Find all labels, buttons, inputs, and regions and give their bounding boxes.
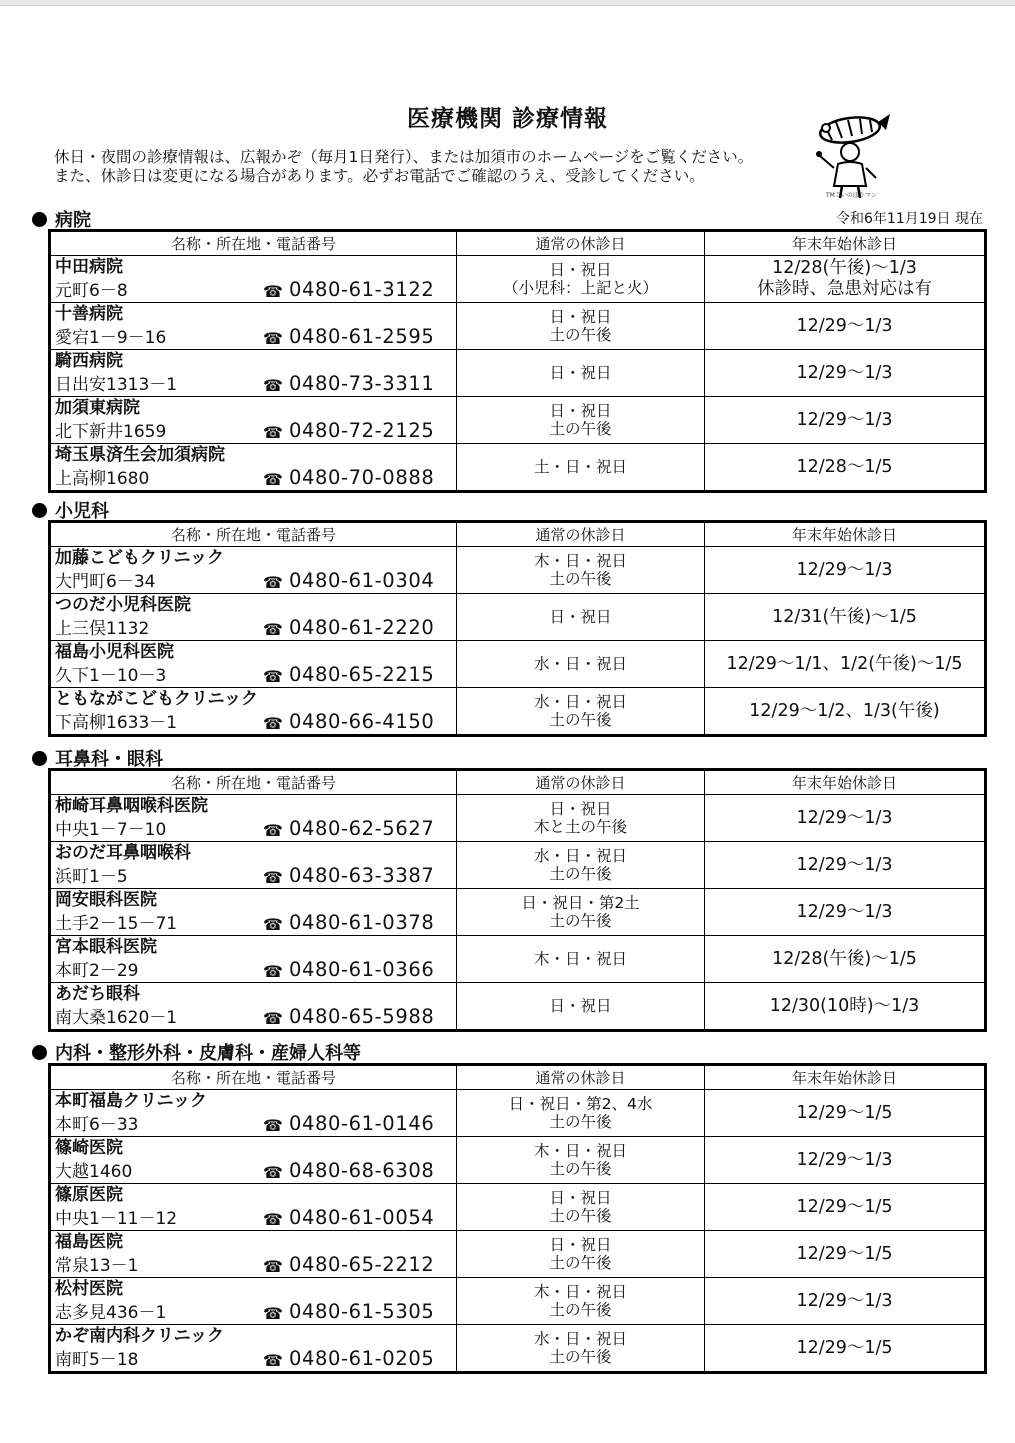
clinic-address-phone-line xyxy=(51,1159,456,1182)
clinic-phone[interactable]: 0480-73-3311 xyxy=(289,372,435,395)
clinic-info-cell xyxy=(50,641,457,688)
clinic-name: ともながこどもクリニック xyxy=(55,689,258,709)
regular-closed-cell xyxy=(457,795,705,842)
regular-closed-line: 日・祝日 xyxy=(549,261,612,279)
clinic-name: 中田病院 xyxy=(55,257,123,277)
regular-closed-line: 水・日・祝日 xyxy=(533,1330,627,1348)
clinic-phone[interactable]: 0480-61-0205 xyxy=(289,1347,435,1370)
clinic-phone[interactable]: 0480-61-0146 xyxy=(289,1112,435,1135)
regular-closed-line: 日・祝日 xyxy=(549,402,612,420)
regular-closed-line: 日・祝日 xyxy=(549,1189,612,1207)
clinic-info-cell xyxy=(50,303,457,350)
clinic-address-phone-line xyxy=(51,958,456,981)
new-year-closed-cell xyxy=(705,444,986,492)
clinic-address: 大越1460 xyxy=(55,1162,133,1182)
clinic-name: かぞ南内科クリニック xyxy=(55,1326,224,1346)
regular-closed-line: 木・日・祝日 xyxy=(533,950,627,968)
new-year-closed-cell xyxy=(705,983,986,1031)
header-regular-closed-days: 通常の休診日 xyxy=(457,770,705,795)
regular-closed-cell xyxy=(457,889,705,936)
regular-closed-cell xyxy=(457,1090,705,1137)
regular-closed-line: 日・祝日・第2、4水 xyxy=(508,1095,653,1113)
clinic-address: 上高柳1680 xyxy=(55,469,150,489)
clinic-phone[interactable]: 0480-61-3122 xyxy=(289,278,435,301)
regular-closed-line: （小児科：上記と火） xyxy=(502,279,658,297)
regular-closed-line: 木・日・祝日 xyxy=(533,1142,627,1160)
clinic-name: 埼玉県済生会加須病院 xyxy=(55,445,225,465)
clinic-table xyxy=(48,768,987,1032)
new-year-closed-line: 12/29～1/3 xyxy=(796,854,893,875)
clinic-phone[interactable]: 0480-72-2125 xyxy=(289,419,435,442)
new-year-closed-cell xyxy=(705,547,986,594)
table-row xyxy=(50,256,986,303)
new-year-closed-cell xyxy=(705,1184,986,1231)
clinic-phone[interactable]: 0480-65-5988 xyxy=(289,1005,435,1028)
table-header-row xyxy=(50,231,986,256)
phone-icon: ☎ xyxy=(263,868,283,887)
clinic-address-phone-line xyxy=(51,663,456,686)
clinic-address: 下高柳1633－1 xyxy=(55,713,178,733)
phone-icon: ☎ xyxy=(263,423,283,442)
new-year-closed-cell xyxy=(705,350,986,397)
clinic-name: おのだ耳鼻咽喉科 xyxy=(55,843,191,863)
new-year-closed-cell xyxy=(705,1137,986,1184)
clinic-phone[interactable]: 0480-68-6308 xyxy=(289,1159,435,1182)
regular-closed-line: 水・日・祝日 xyxy=(533,693,627,711)
clinic-address-phone-line xyxy=(51,1253,456,1276)
clinic-phone[interactable]: 0480-61-2595 xyxy=(289,325,435,348)
table-header-row xyxy=(50,522,986,547)
regular-closed-line: 水・日・祝日 xyxy=(533,847,627,865)
clinic-address-phone-line xyxy=(51,278,456,301)
regular-closed-line: 木・日・祝日 xyxy=(533,552,627,570)
regular-closed-cell xyxy=(457,1184,705,1231)
bullet-icon xyxy=(32,503,47,518)
new-year-closed-cell xyxy=(705,397,986,444)
clinic-address-phone-line xyxy=(51,1347,456,1370)
clinic-address: 本町6－33 xyxy=(55,1115,139,1135)
new-year-closed-cell xyxy=(705,256,986,303)
clinic-info-cell xyxy=(50,397,457,444)
clinic-phone[interactable]: 0480-61-0304 xyxy=(289,569,435,592)
clinic-address-phone-line xyxy=(51,419,456,442)
clinic-info-cell xyxy=(50,350,457,397)
new-year-closed-line: 休診時、急患対応は有 xyxy=(757,279,932,299)
clinic-address-phone-line xyxy=(51,911,456,934)
clinic-table xyxy=(48,229,987,493)
table-row xyxy=(50,444,986,492)
clinic-info-cell xyxy=(50,1278,457,1325)
new-year-closed-line: 12/29～1/3 xyxy=(796,409,893,430)
new-year-closed-cell xyxy=(705,1231,986,1278)
clinic-address: 久下1－10－3 xyxy=(55,666,167,686)
clinic-info-cell xyxy=(50,1184,457,1231)
table-row xyxy=(50,688,986,736)
new-year-closed-cell xyxy=(705,1090,986,1137)
clinic-info-cell xyxy=(50,795,457,842)
intro-line-1: 休日・夜間の診療情報は、広報かぞ（毎月1日発行）、または加須市のホームページをご覧ください。 xyxy=(54,148,754,166)
phone-icon: ☎ xyxy=(263,470,283,489)
clinic-info-cell xyxy=(50,1137,457,1184)
phone-icon: ☎ xyxy=(263,714,283,733)
clinic-name: 十善病院 xyxy=(55,304,123,324)
clinic-address: 上三俣1132 xyxy=(55,619,150,639)
table-row xyxy=(50,547,986,594)
clinic-name: 騎西病院 xyxy=(55,351,123,371)
table-row xyxy=(50,1325,986,1373)
clinic-name: 本町福島クリニック xyxy=(55,1091,207,1111)
intro-text xyxy=(54,148,753,186)
new-year-closed-line: 12/29～1/3 xyxy=(796,807,893,828)
phone-icon: ☎ xyxy=(263,667,283,686)
new-year-closed-line: 12/31(午後)～1/5 xyxy=(772,606,917,627)
regular-closed-line: 土・日・祝日 xyxy=(533,458,627,476)
section-title: 小児科 xyxy=(55,501,109,522)
clinic-address: 浜町1－5 xyxy=(55,867,128,887)
regular-closed-cell xyxy=(457,1137,705,1184)
table-row xyxy=(50,350,986,397)
new-year-closed-line: 12/29～1/5 xyxy=(796,1102,893,1123)
clinic-phone[interactable]: 0480-61-0366 xyxy=(289,958,435,981)
clinic-address-phone-line xyxy=(51,372,456,395)
regular-closed-cell xyxy=(457,303,705,350)
phone-icon: ☎ xyxy=(263,376,283,395)
clinic-address-phone-line xyxy=(51,569,456,592)
clinic-phone[interactable]: 0480-61-2220 xyxy=(289,616,435,639)
new-year-closed-cell xyxy=(705,936,986,983)
regular-closed-line: 土の午後 xyxy=(549,1160,612,1178)
header-name-address-phone: 名称・所在地・電話番号 xyxy=(50,522,457,547)
regular-closed-line: 日・祝日・第2土 xyxy=(521,894,640,912)
clinic-address: 中央1－11－12 xyxy=(55,1209,178,1229)
clinic-phone[interactable]: 0480-61-5305 xyxy=(289,1300,435,1323)
table-row xyxy=(50,594,986,641)
regular-closed-line: 土の午後 xyxy=(549,1348,612,1366)
clinic-table xyxy=(48,1063,987,1374)
table-row xyxy=(50,936,986,983)
top-border xyxy=(0,0,1015,6)
clinic-address-phone-line xyxy=(51,1300,456,1323)
clinic-phone[interactable]: 0480-61-0378 xyxy=(289,911,435,934)
regular-closed-line: 土の午後 xyxy=(549,1254,612,1272)
phone-icon: ☎ xyxy=(263,1304,283,1323)
clinic-address: 南大桑1620－1 xyxy=(55,1008,178,1028)
table-row xyxy=(50,1184,986,1231)
new-year-closed-cell xyxy=(705,889,986,936)
phone-icon: ☎ xyxy=(263,1351,283,1370)
regular-closed-line: 土の午後 xyxy=(549,912,612,930)
clinic-name: 加藤こどもクリニック xyxy=(55,548,224,568)
clinic-info-cell xyxy=(50,444,457,492)
phone-icon: ☎ xyxy=(263,962,283,981)
regular-closed-line: 日・祝日 xyxy=(549,800,612,818)
phone-icon: ☎ xyxy=(263,1009,283,1028)
header-new-year-closed-days: 年末年始休診日 xyxy=(705,231,986,256)
new-year-closed-line: 12/29～1/5 xyxy=(796,1196,893,1217)
clinic-phone[interactable]: 0480-63-3387 xyxy=(289,864,435,887)
regular-closed-line: 土の午後 xyxy=(549,1207,612,1225)
mascot-caption: TMこいのぼりマン xyxy=(826,192,877,199)
regular-closed-line: 土の午後 xyxy=(549,420,612,438)
header-regular-closed-days: 通常の休診日 xyxy=(457,522,705,547)
phone-icon: ☎ xyxy=(263,1163,283,1182)
table-row xyxy=(50,983,986,1031)
clinic-phone[interactable]: 0480-65-2212 xyxy=(289,1253,435,1276)
clinic-info-cell xyxy=(50,1325,457,1373)
new-year-closed-line: 12/29～1/5 xyxy=(796,1243,893,1264)
new-year-closed-cell xyxy=(705,688,986,736)
new-year-closed-line: 12/30(10時)～1/3 xyxy=(769,995,920,1016)
clinic-name: 篠崎医院 xyxy=(55,1138,123,1158)
clinic-address-phone-line xyxy=(51,1206,456,1229)
new-year-closed-cell xyxy=(705,795,986,842)
clinic-info-cell xyxy=(50,688,457,736)
phone-icon: ☎ xyxy=(263,1116,283,1135)
new-year-closed-cell xyxy=(705,594,986,641)
clinic-address: 本町2－29 xyxy=(55,961,139,981)
new-year-closed-cell xyxy=(705,842,986,889)
clinic-info-cell xyxy=(50,256,457,303)
header-name-address-phone: 名称・所在地・電話番号 xyxy=(50,231,457,256)
new-year-closed-line: 12/29～1/3 xyxy=(796,315,893,336)
header-regular-closed-days: 通常の休診日 xyxy=(457,231,705,256)
clinic-address: 日出安1313－1 xyxy=(55,375,178,395)
regular-closed-cell xyxy=(457,936,705,983)
clinic-address-phone-line xyxy=(51,817,456,840)
regular-closed-cell xyxy=(457,983,705,1031)
new-year-closed-line: 12/29～1/3 xyxy=(796,1149,893,1170)
phone-icon: ☎ xyxy=(263,573,283,592)
phone-icon: ☎ xyxy=(263,282,283,301)
bullet-icon xyxy=(32,1045,47,1060)
regular-closed-line: 日・祝日 xyxy=(549,364,612,382)
new-year-closed-line: 12/28～1/5 xyxy=(796,456,893,477)
clinic-info-cell xyxy=(50,594,457,641)
clinic-address-phone-line xyxy=(51,1112,456,1135)
regular-closed-cell xyxy=(457,688,705,736)
section-title: 内科・整形外科・皮膚科・産婦人科等 xyxy=(55,1043,361,1064)
clinic-table xyxy=(48,520,987,737)
clinic-address-phone-line xyxy=(51,325,456,348)
clinic-address: 常泉13－1 xyxy=(55,1256,139,1276)
clinic-address-phone-line xyxy=(51,1005,456,1028)
clinic-address: 中央1－7－10 xyxy=(55,820,167,840)
table-header-row xyxy=(50,1065,986,1090)
section-title: 病院 xyxy=(55,210,91,231)
phone-icon: ☎ xyxy=(263,1257,283,1276)
new-year-closed-cell xyxy=(705,1325,986,1373)
new-year-closed-line: 12/29～1/3 xyxy=(796,362,893,383)
as-of-date: 令和6年11月19日 現在 xyxy=(836,211,983,227)
clinic-info-cell xyxy=(50,1090,457,1137)
clinic-info-cell xyxy=(50,889,457,936)
clinic-info-cell xyxy=(50,983,457,1031)
clinic-info-cell xyxy=(50,1231,457,1278)
table-row xyxy=(50,1137,986,1184)
new-year-closed-line: 12/29～1/1、1/2(午後)～1/5 xyxy=(726,653,963,674)
clinic-address-phone-line xyxy=(51,466,456,489)
clinic-name: 福島小児科医院 xyxy=(55,642,174,662)
regular-closed-line: 土の午後 xyxy=(549,1301,612,1319)
phone-icon: ☎ xyxy=(263,915,283,934)
regular-closed-cell xyxy=(457,641,705,688)
new-year-closed-line: 12/29～1/3 xyxy=(796,1290,893,1311)
regular-closed-line: 土の午後 xyxy=(549,865,612,883)
clinic-info-cell xyxy=(50,547,457,594)
new-year-closed-cell xyxy=(705,303,986,350)
page-title: 医療機関 診療情報 xyxy=(406,106,608,132)
table-row xyxy=(50,1278,986,1325)
clinic-phone[interactable]: 0480-70-0888 xyxy=(289,466,435,489)
header-regular-closed-days: 通常の休診日 xyxy=(457,1065,705,1090)
new-year-closed-cell xyxy=(705,1278,986,1325)
regular-closed-cell xyxy=(457,444,705,492)
clinic-phone[interactable]: 0480-61-0054 xyxy=(289,1206,435,1229)
clinic-name: あだち眼科 xyxy=(55,984,140,1004)
clinic-phone[interactable]: 0480-66-4150 xyxy=(289,710,435,733)
phone-icon: ☎ xyxy=(263,1210,283,1229)
regular-closed-cell xyxy=(457,397,705,444)
clinic-address-phone-line xyxy=(51,710,456,733)
clinic-address: 北下新井1659 xyxy=(55,422,167,442)
new-year-closed-line: 12/29～1/3 xyxy=(796,901,893,922)
clinic-info-cell xyxy=(50,842,457,889)
regular-closed-line: 木と土の午後 xyxy=(533,818,627,836)
regular-closed-line: 日・祝日 xyxy=(549,608,612,626)
clinic-address-phone-line xyxy=(51,616,456,639)
table-row xyxy=(50,397,986,444)
clinic-phone[interactable]: 0480-62-5627 xyxy=(289,817,435,840)
clinic-address: 志多見436－1 xyxy=(55,1303,167,1323)
clinic-address: 南町5－18 xyxy=(55,1350,139,1370)
table-row xyxy=(50,889,986,936)
bullet-icon xyxy=(32,751,47,766)
clinic-name: 宮本眼科医院 xyxy=(55,937,157,957)
phone-icon: ☎ xyxy=(263,329,283,348)
regular-closed-line: 日・祝日 xyxy=(549,308,612,326)
regular-closed-cell xyxy=(457,594,705,641)
clinic-name: つのだ小児科医院 xyxy=(55,595,191,615)
header-new-year-closed-days: 年末年始休診日 xyxy=(705,522,986,547)
regular-closed-cell xyxy=(457,256,705,303)
regular-closed-line: 水・日・祝日 xyxy=(533,655,627,673)
clinic-name: 篠原医院 xyxy=(55,1185,123,1205)
clinic-info-cell xyxy=(50,936,457,983)
table-row xyxy=(50,303,986,350)
new-year-closed-line: 12/29～1/2、1/3(午後) xyxy=(749,700,940,721)
section-heading xyxy=(32,1039,361,1065)
clinic-name: 柿崎耳鼻咽喉科医院 xyxy=(55,796,208,816)
header-name-address-phone: 名称・所在地・電話番号 xyxy=(50,770,457,795)
table-row xyxy=(50,795,986,842)
intro-line-2: また、休診日は変更になる場合があります。必ずお電話でご確認のうえ、受診してください。 xyxy=(54,167,705,185)
clinic-name: 福島医院 xyxy=(55,1232,123,1252)
new-year-closed-cell xyxy=(705,641,986,688)
phone-icon: ☎ xyxy=(263,821,283,840)
regular-closed-cell xyxy=(457,547,705,594)
table-row xyxy=(50,641,986,688)
regular-closed-cell xyxy=(457,1325,705,1373)
regular-closed-line: 土の午後 xyxy=(549,570,612,588)
clinic-phone[interactable]: 0480-65-2215 xyxy=(289,663,435,686)
new-year-closed-line: 12/29～1/5 xyxy=(796,1337,893,1358)
section-title: 耳鼻科・眼科 xyxy=(55,749,163,770)
regular-closed-line: 土の午後 xyxy=(549,326,612,344)
phone-icon: ☎ xyxy=(263,620,283,639)
clinic-address: 愛宕1－9－16 xyxy=(55,328,167,348)
header-name-address-phone: 名称・所在地・電話番号 xyxy=(50,1065,457,1090)
regular-closed-line: 日・祝日 xyxy=(549,997,612,1015)
regular-closed-cell xyxy=(457,842,705,889)
new-year-closed-line: 12/29～1/3 xyxy=(796,559,893,580)
clinic-address: 元町6－8 xyxy=(55,281,128,301)
clinic-address: 大門町6－34 xyxy=(55,572,156,592)
regular-closed-cell xyxy=(457,350,705,397)
clinic-address: 土手2－15－71 xyxy=(55,914,178,934)
clinic-name: 松村医院 xyxy=(55,1279,123,1299)
header-new-year-closed-days: 年末年始休診日 xyxy=(705,1065,986,1090)
regular-closed-cell xyxy=(457,1278,705,1325)
regular-closed-line: 土の午後 xyxy=(549,1113,612,1131)
clinic-address-phone-line xyxy=(51,864,456,887)
regular-closed-cell xyxy=(457,1231,705,1278)
bullet-icon xyxy=(32,212,47,227)
new-year-closed-line: 12/28(午後)～1/3 xyxy=(772,258,917,278)
clinic-name: 岡安眼科医院 xyxy=(55,890,157,910)
new-year-closed-line: 12/28(午後)～1/5 xyxy=(772,948,917,969)
table-row xyxy=(50,1090,986,1137)
regular-closed-line: 日・祝日 xyxy=(549,1236,612,1254)
header-new-year-closed-days: 年末年始休診日 xyxy=(705,770,986,795)
table-row xyxy=(50,1231,986,1278)
regular-closed-line: 土の午後 xyxy=(549,711,612,729)
table-row xyxy=(50,842,986,889)
regular-closed-line: 木・日・祝日 xyxy=(533,1283,627,1301)
clinic-name: 加須東病院 xyxy=(55,398,140,418)
table-header-row xyxy=(50,770,986,795)
